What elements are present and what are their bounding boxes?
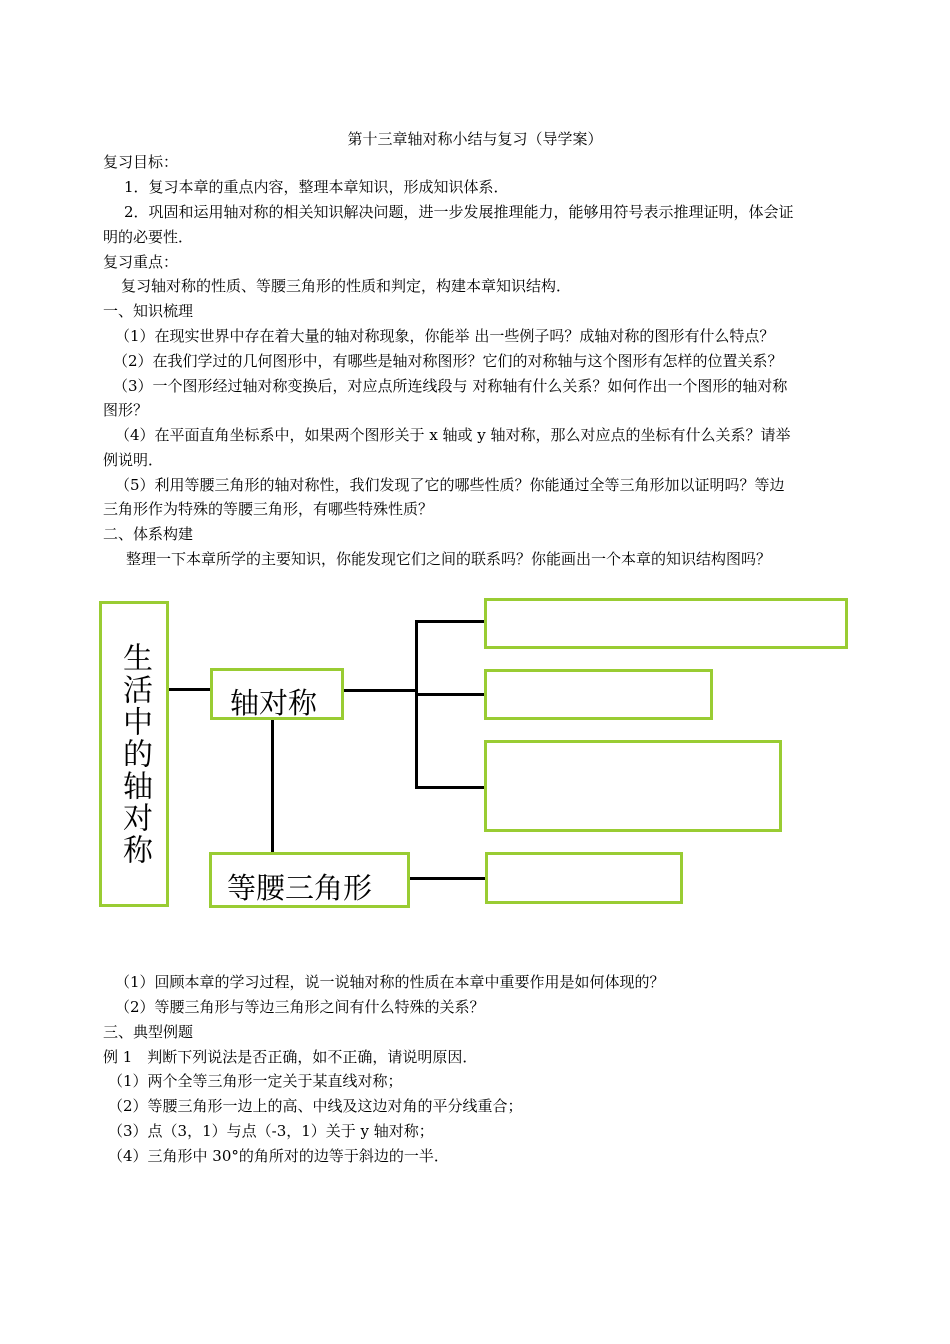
question-3: （3）一个图形经过轴对称变换后，对应点所连线段与 对称轴有什么关系？如何作出一个图形的轴对称 — [113, 377, 788, 395]
node-axis-symmetry — [210, 668, 344, 720]
page-title: 第十三章轴对称小结与复习（导学案） — [347, 130, 603, 148]
question-4-cont: 例说明． — [103, 451, 164, 469]
connector-axis-isosceles — [271, 720, 274, 853]
blank-box-4[interactable] — [485, 852, 683, 904]
question-5-cont: 三角形作为特殊的等腰三角形，有哪些特殊性质？ — [103, 500, 434, 518]
example-1-title: 例 1 判断下列说法是否正确，如不正确，请说明原因． — [103, 1048, 478, 1066]
statement-3: （3）点（3，1）与点（-3，1）关于 y 轴对称； — [108, 1122, 434, 1140]
question-2: （2）在我们学过的几何图形中，有哪些是轴对称图形？它们的对称轴与这个图形有怎样的位置关系？ — [113, 352, 783, 370]
knowledge-structure-diagram — [0, 590, 950, 920]
node-axis-symmetry-label: 轴对称 — [230, 686, 318, 720]
goals-heading: 复习目标： — [103, 153, 179, 171]
section1-heading: 一、知识梳理 — [103, 302, 194, 320]
section2-question-2: （2）等腰三角形与等边三角形之间有什么特殊的关系？ — [115, 998, 485, 1016]
question-4: （4）在平面直角坐标系中，如果两个图形关于 x 轴或 y 轴对称，那么对应点的坐标有什么关系？请举 — [115, 426, 791, 444]
statement-4: （4）三角形中 30°的角所对的边等于斜边的一半． — [108, 1147, 449, 1165]
goal-item-2: 2．巩固和运用轴对称的相关知识解决问题，进一步发展推理能力，能够用符号表示推理证明，体会证 — [124, 203, 794, 221]
section2-heading: 二、体系构建 — [103, 525, 194, 543]
section2-question-1: （1）回顾本章的学习过程，说一说轴对称的性质在本章中重要作用是如何体现的？ — [115, 973, 665, 991]
branch-line-1 — [415, 620, 485, 623]
connector-root-axis — [169, 688, 211, 691]
branch-vertical-line — [415, 620, 418, 788]
question-5: （5）利用等腰三角形的轴对称性，我们发现了它的哪些性质？你能通过全等三角形加以证明吗？等边 — [115, 476, 785, 494]
node-isosceles-triangle-label: 等腰三角形 — [227, 871, 373, 905]
section2-intro: 整理一下本章所学的主要知识，你能发现它们之间的联系吗？你能画出一个本章的知识结构图吗？ — [126, 550, 772, 568]
question-3-cont: 图形？ — [103, 401, 149, 419]
goal-item-1: 1．复习本章的重点内容，整理本章知识，形成知识体系． — [124, 178, 509, 196]
focus-text: 复习轴对称的性质、等腰三角形的性质和判定，构建本章知识结构． — [121, 277, 572, 295]
statement-2: （2）等腰三角形一边上的高、中线及这边对角的平分线重合； — [108, 1097, 523, 1115]
statement-1: （1）两个全等三角形一定关于某直线对称； — [108, 1072, 403, 1090]
root-node-label: 生活中的轴对称 — [117, 642, 152, 866]
branch-line-2 — [415, 693, 485, 696]
section3-heading: 三、典型例题 — [103, 1023, 194, 1041]
node-isosceles-triangle — [209, 852, 410, 908]
focus-heading: 复习重点： — [103, 253, 179, 271]
blank-box-1[interactable] — [484, 598, 848, 649]
blank-box-3[interactable] — [484, 740, 782, 832]
connector-isosceles-blank — [410, 877, 486, 880]
question-1: （1）在现实世界中存在着大量的轴对称现象，你能举 出一些例子吗？成轴对称的图形有什么特点？ — [115, 327, 775, 345]
branch-line-3 — [415, 786, 485, 789]
blank-box-2[interactable] — [484, 669, 713, 720]
root-node — [99, 601, 169, 907]
goal-item-2-cont: 明的必要性． — [103, 228, 194, 246]
connector-axis-branch — [344, 689, 418, 692]
